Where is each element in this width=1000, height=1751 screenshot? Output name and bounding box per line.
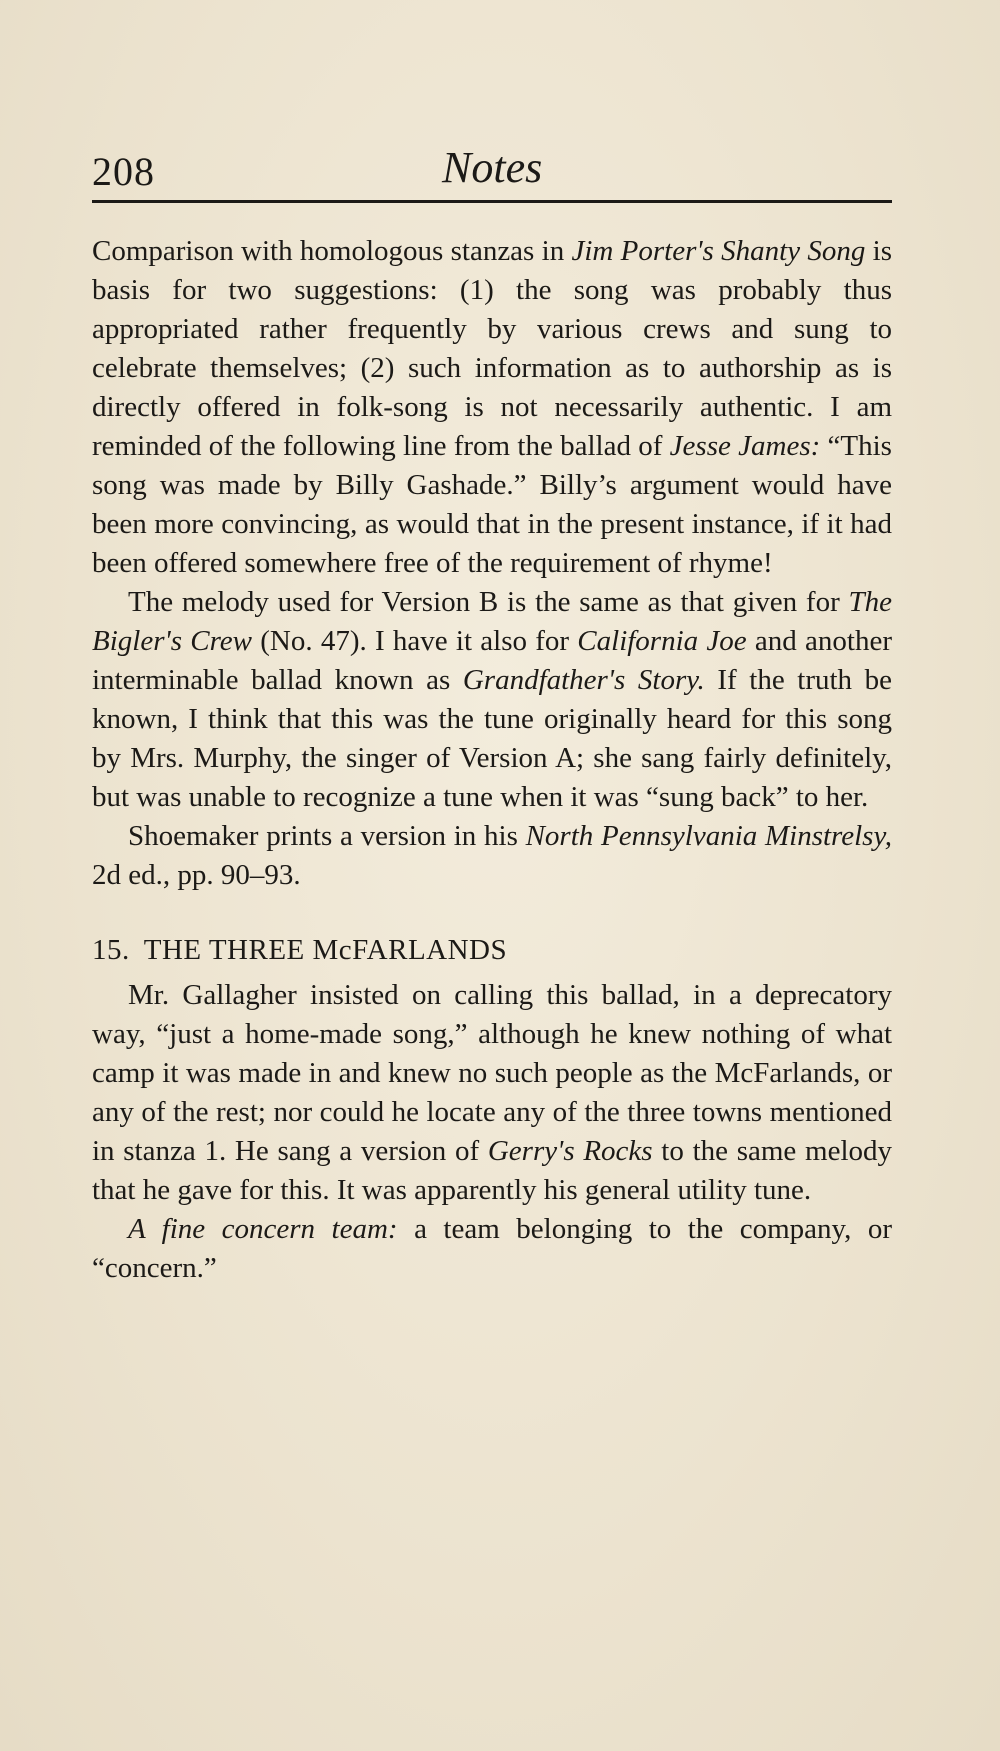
section-heading xyxy=(92,931,892,970)
term-fine-concern-team: A fine concern team: xyxy=(128,1213,398,1245)
paragraph-concern-team: A fine concern team: a team belonging to the company, or “concern.” xyxy=(92,1213,893,1284)
paragraph-gallagher: Mr. Gallagher insisted on calling this ballad, in a deprecatory way, “just a home-made song,” although he knew nothing of what camp it was made in and knew no such people as the McFarlands, or any of the rest; nor could he locate any of the three towns mentioned in stanza 1. He sang a version of Gerry's Rocks to the same melody that he gave for this. It was apparently his general utility tune. xyxy=(92,979,892,1206)
title-jesse-james: Jesse James: xyxy=(669,430,821,462)
header-rule xyxy=(92,200,892,203)
section-title: THE THREE McFARLANDS xyxy=(143,934,508,966)
paragraph-shoemaker: Shoemaker prints a version in his North Pennsylvania Minstrelsy, 2d ed., pp. 90–93. xyxy=(92,820,892,891)
section-number: 15. xyxy=(92,934,130,966)
page-header xyxy=(92,142,892,192)
title-biglers-crew: The Bigler's Crew xyxy=(92,586,892,657)
body-text xyxy=(92,232,892,1288)
title-north-pennsylvania-minstrelsy: North Pennsylvania Minstrelsy, xyxy=(525,820,892,852)
title-jim-porters-shanty-song: Jim Porter's Shanty Song xyxy=(571,235,866,267)
running-title: Notes xyxy=(442,143,543,192)
title-gerrys-rocks: Gerry's Rocks xyxy=(487,1135,653,1167)
paragraph-comparison: Comparison with homologous stanzas in Jim Porter's Shanty Song is basis for two suggestions: (1) the song was probably thus appropriated rather frequently by various crews and sung to celebrate themselves; (2) such information as to authorship as is directly offered in folk-song is not necessarily authentic. I am reminded of the following line from the ballad of Jesse James: “This song was made by Billy Gashade.” Billy’s argument would have been more convincing, as would that in the present instance, if it had been offered somewhere free of the requirement of rhyme! xyxy=(92,235,892,579)
title-california-joe: California Joe xyxy=(577,625,747,657)
title-grandfathers-story: Grandfather's Story. xyxy=(462,664,705,696)
page-number: 208 xyxy=(92,149,155,194)
paragraph-melody: The melody used for Version B is the same as that given for The Bigler's Crew (No. 47). I have it also for California Joe and another interminable ballad known as Grandfather's Story. If the truth be known, I think that this was the tune originally heard for this song by Mrs. Murphy, the singer of Version A; she sang fairly definitely, but was unable to recognize a tune when it was “sung back” to her. xyxy=(92,586,892,813)
